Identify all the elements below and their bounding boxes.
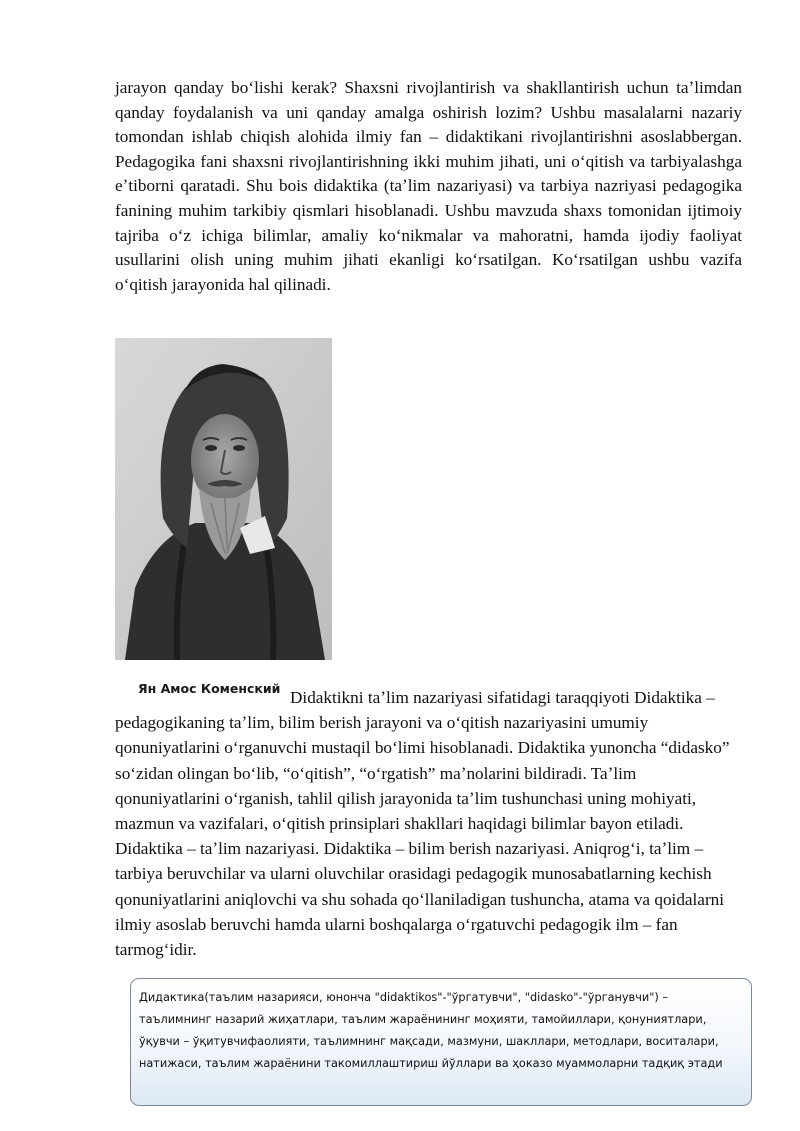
definition-note-box (130, 978, 752, 1106)
body-paragraph-top: jarayon qanday boʻlishi kerak? Shaxsni rivojlantirish va shakllantirish uchun taʼlimdan qanday foydalanish va uni qanday amalga oshirish lozim? Ushbu masalalarni nazariy tomondan ishlab chiqish alohida ilmiy fan – didaktikani rivojlantirishni asoslabbergan. Pedagogika fani shaxsni rivojlantirishning ikki muhim jihati, uni oʻqitish va tarbiyalashga eʼtiborni qaratadi. Shu bois didaktika (taʼlim nazariyasi) va tarbiya nazriyasi pedagogika fanining muhim tarkibiy qismlari hisoblanadi. Ushbu mavzuda shaxs tomonidan ijtimoiy tajriba oʻz ichiga bilimlar, amaliy koʻnikmalar va mahoratni, hamda ijodiy faoliyat usullarini olish uning muhim jihati ekanligi koʻrsatilgan. Koʻrsatilgan ushbu vazifa oʻqitish jarayonida hal qilinadi. (115, 78, 742, 294)
portrait-image (115, 338, 332, 660)
body-paragraph-main: Didaktikni taʼlim nazariyasi sifatidagi taraqqiyoti Didaktika – pedagogikaning taʼlim, bilim berish jarayoni va oʻqitish nazariyasini umumiy qonuniyatlarini oʻrganuvchi mustaqil boʻlimi hisoblanadi. Didaktika yunoncha “didasko” soʻzidan olingan boʻlib, “oʻqitish”, “oʻrgatish” maʼnolarini bildiradi. Taʼlim qonuniyatlarini oʻrganish, tahlil qilish jarayonida taʼlim tushunchasi uning mohiyati, mazmun va vazifalari, oʻqitish prinsiplari shakllari haqidagi bilimlar bayon etiladi. Didaktika – taʼlim nazariyasi. Didaktika – bilim berish nazariyasi. Aniqrogʻi, taʼlim – tarbiya beruvchilar va ularni oluvchilar orasidagi pedagogik munosabatlarning kechish qonuniyatlarini aniqlovchi va shu sohada qoʻllaniladigan tushuncha, atama va qoidalarni ilmiy asoslab beruvchi hamda ularni boshqalarga oʻrgatuvchi pedagogik ilm – fan tarmogʻidir. (115, 688, 730, 960)
definition-note-text: Дидактика(таълим назарияси, юнонча "didaktikos"-"ўргатувчи", "didasko"-"ўрганувчи") – таълимнинг назарий жиҳатлари, таълим жараёнининг моҳияти, тамойиллари, қонуниятлари, ўқувчи – ўқитувчифаолияти, таълимнинг мақсади, мазмуни, шакллари, методлари, воситалари, натижаси, таълим жараёнини такомиллаштириш йўллари ва ҳоказо муаммоларни тадқиқ этади (139, 991, 723, 1070)
portrait-caption: Ян Амос Коменский (138, 681, 281, 696)
